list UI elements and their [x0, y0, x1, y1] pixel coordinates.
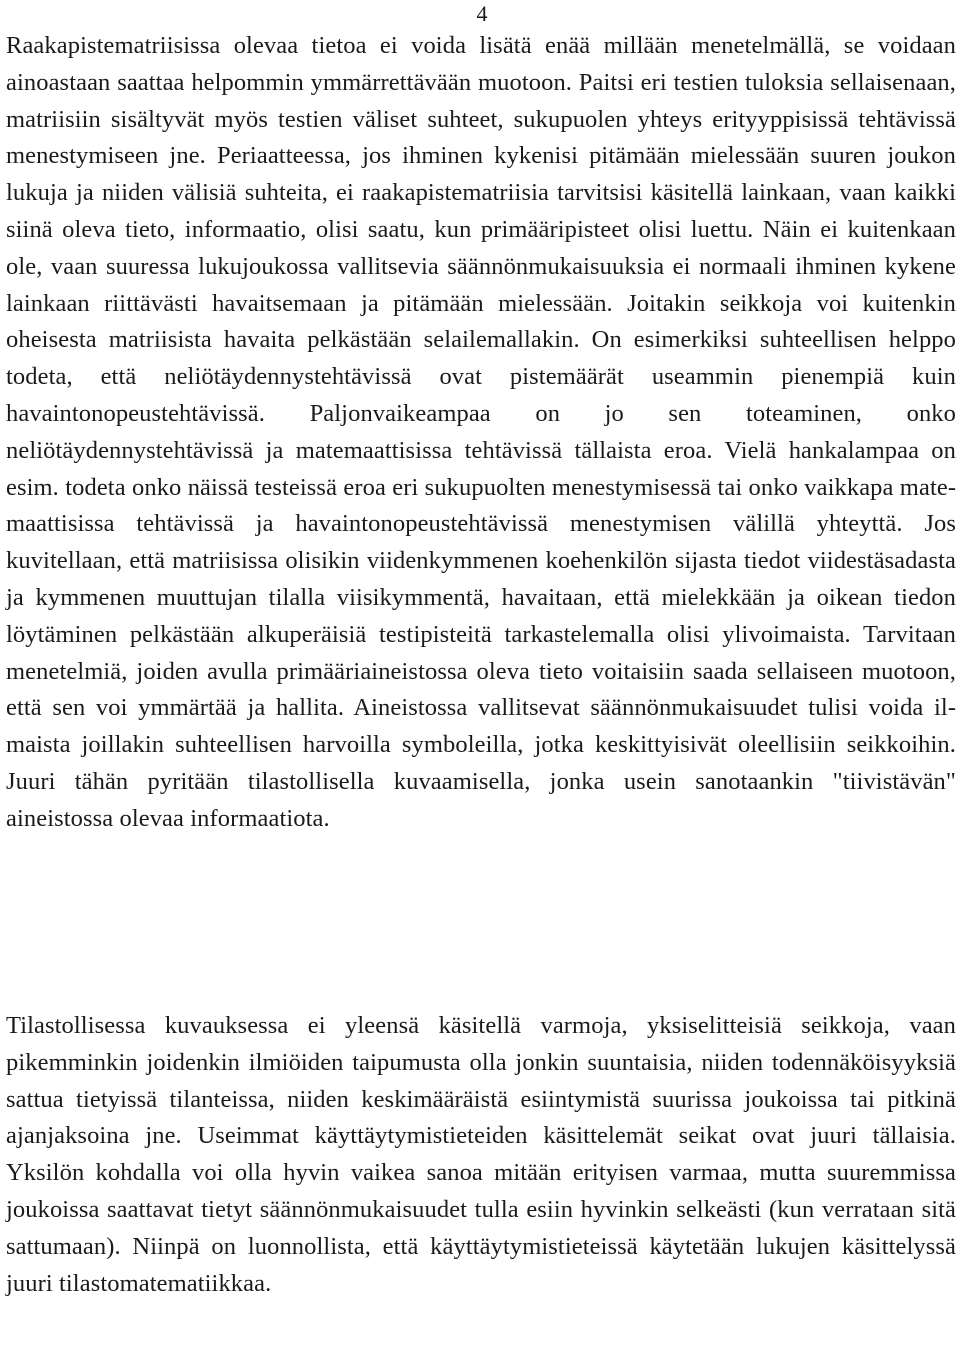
- page-number: 4: [476, 1, 488, 26]
- body-paragraph-2: Tilastollisessa kuvauksessa ei yleensä käsitellä varmoja, yksiselitteisiä seikkoja, vaan pikemminkin joidenkin ilmiöiden taipumusta olla jonkin suuntaisia, niiden todennäköisyyksiä sattua tietyissä tilanteissa, niiden keskimääräistä esiintymistä suurissa joukoissa tai pitkinä ajanjaksoina jne. Useimmat käyttäytymistieteiden käsittelemät seikat ovat juuri tällaisia. Yksilön kohdalla voi olla hyvin vaikea sanoa mitään erityisen varmaa, mutta suuremmissa joukoissa saattavat tietyt säännönmukaisuudet tulla esiin hyvinkin selkeästi (kun verrataan sitä sattumaan). Niinpä on luonnollista, että käyttäytymistieteissä käytetään lukujen käsittelyssä juuri tilastomatematiikkaa.: [6, 1012, 956, 1297]
- body-paragraph-1: Raakapistematriisissa olevaa tietoa ei voida lisätä enää millään menetelmällä, se voidaan ainoastaan saattaa helpommin ymmärrettävään muotoon. Paitsi eri testien tuloksia sellaisenaan, matriisiin sisältyvät myös testien väliset suhteet, sukupuolen yhteys erityyppisissä tehtävissä menestymiseen jne. Periaatteessa, jos ihminen kykenisi pitämään mielessään suuren joukon lukuja ja niiden välisiä suhteita, ei raakapistematriisia tarvitsisi käsitellä lainkaan, vaan kaikki siinä oleva tieto, informaatio, olisi saatu, kun primääripisteet olisi luettu. Näin ei kuitenkaan ole, vaan suuressa lukujoukossa vallitsevia säännönmukaisuuksia ei normaali ihminen kykene lainkaan riittävästi havaitsemaan ja pitämään mielessään. Joitakin seikkoja voi kuitenkin oheisesta matriisista havaita pelkästään selailemallakin. On esimerkiksi suhteellisen helppo todeta, että neliötäydennystehtävissä ovat pistemäärät useammin pienempiä kuin havaintonopeustehtävissä. Paljonvaikeampaa on jo sen toteaminen, onko neliötäydennystehtävissä ja matemaattisissa tehtävissä tällaista eroa. Vielä hankalampaa on esim. todeta onko näissä testeissä eroa eri sukupuolten menestymisessä tai onko vaikkapa matemaattisissa tehtävissä ja havaintonopeustehtävissä menestymisen välillä yhteyttä. Jos kuvitellaan, että matriisissa olisikin viidenkymmenen koehenkilön sijasta tiedot viidestäsadasta ja kymmenen muuttujan tilalla viisikymmentä, havaitaan, että mielekkään ja oikean tiedon löytäminen pelkästään alkuperäisiä testipisteitä tarkastelemalla olisi ylivoimaista. Tarvitaan menetelmiä, joiden avulla primääriaineistossa oleva tieto voitaisiin saada sellaiseen muotoon, että sen voi ymmärtää ja hallita. Aineistossa vallitsevat säännönmukaisuudet tulisi voida ilmaista joillakin suhteellisen harvoilla symboleilla, jotka keskittyisivät oleellisiin seikkoihin. Juuri tähän pyritään tilastollisella kuvaamisella, jonka usein sanotaankin "tiivistävän" aineistossa olevaa informaatiota.: [6, 32, 956, 832]
